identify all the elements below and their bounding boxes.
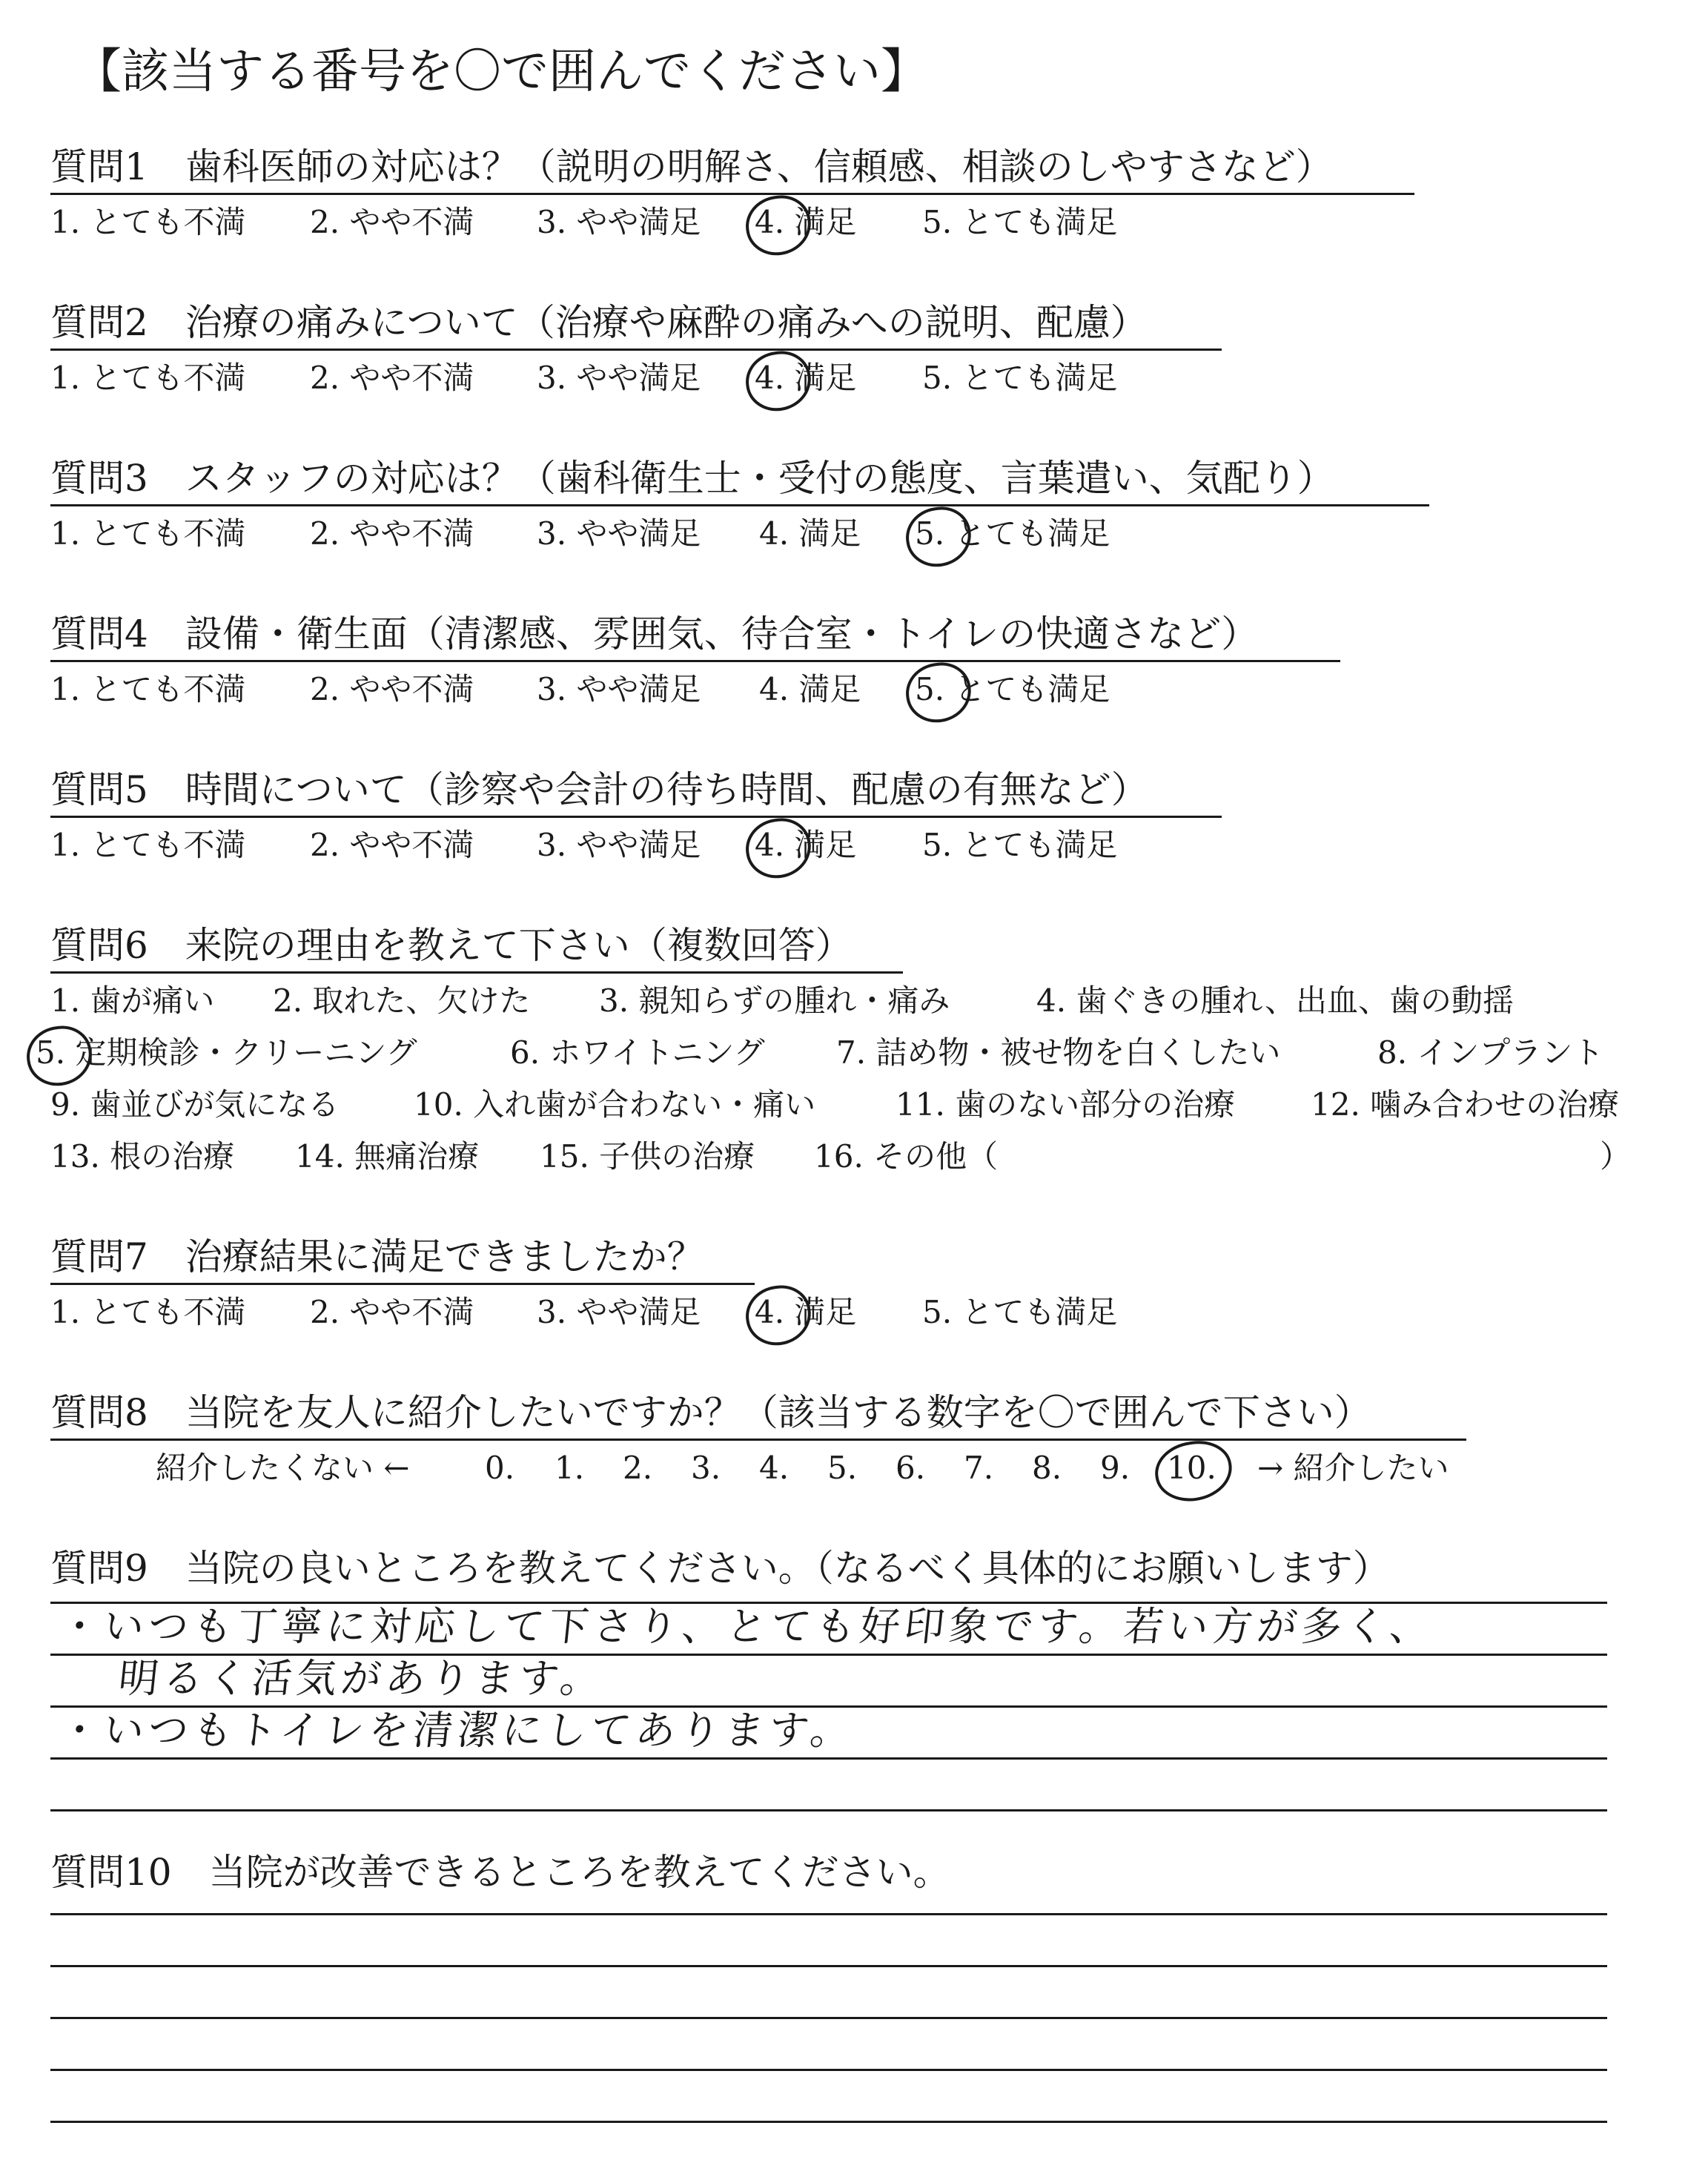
q8-number-7[interactable]: 7.	[964, 1450, 994, 1486]
q6-reason-3[interactable]: 3. 親知らずの腫れ・痛み	[599, 982, 950, 1019]
q8-number-4[interactable]: 4.	[759, 1450, 790, 1486]
question-9-label: 質問9 当院の良いところを教えてください。（なるべく具体的にお願いします）	[50, 1547, 1390, 1590]
q1-option-4[interactable]: 4. 満足	[755, 200, 856, 245]
q7-option-3[interactable]: 3. やや満足	[537, 1294, 701, 1330]
q8-number-9[interactable]: 9.	[1100, 1450, 1131, 1486]
question-6-underline	[50, 971, 903, 974]
question-2-underline	[50, 349, 1222, 351]
q6-reason-4[interactable]: 4. 歯ぐきの腫れ、出血、歯の動揺	[1036, 982, 1514, 1019]
q4-option-1[interactable]: 1. とても不満	[50, 671, 246, 707]
q10-answer-line-3[interactable]	[50, 2017, 1607, 2019]
q1-option-3[interactable]: 3. やや満足	[537, 204, 701, 240]
q6-reason-10[interactable]: 10. 入れ歯が合わない・痛い	[414, 1086, 816, 1123]
q5-option-4[interactable]: 4. 満足	[755, 823, 856, 868]
question-5-label: 質問5 時間について（診察や会計の待ち時間、配慮の有無など）	[50, 768, 1148, 811]
form-title: 【該当する番号を〇で囲んでください】	[74, 44, 928, 99]
question-10-label: 質問10 当院が改善できるところを教えてください。	[50, 1851, 950, 1894]
q8-left-label: 紹介したくない ←	[156, 1450, 410, 1486]
q8-number-10[interactable]: 10.	[1167, 1446, 1217, 1490]
q6-reason-11[interactable]: 11. 歯のない部分の治療	[896, 1086, 1236, 1123]
q1-option-5[interactable]: 5. とても満足	[922, 204, 1118, 240]
q6-reason-9[interactable]: 9. 歯並びが気になる	[50, 1086, 340, 1123]
q6-reason-1[interactable]: 1. 歯が痛い	[50, 982, 215, 1019]
q2-option-1[interactable]: 1. とても不満	[50, 360, 246, 396]
q4-option-4[interactable]: 4. 満足	[759, 671, 861, 707]
q6-other-close-paren: ）	[1600, 1138, 1632, 1175]
q6-reason-16[interactable]: 16. その他（	[814, 1138, 999, 1175]
q10-answer-line-4[interactable]	[50, 2069, 1607, 2071]
q3-option-1[interactable]: 1. とても不満	[50, 515, 246, 552]
q4-option-2[interactable]: 2. やや不満	[310, 671, 474, 707]
q7-option-4[interactable]: 4. 満足	[755, 1290, 856, 1335]
q5-option-1[interactable]: 1. とても不満	[50, 827, 246, 863]
q8-right-label: → 紹介したい	[1257, 1450, 1449, 1486]
q6-reason-7[interactable]: 7. 詰め物・被せ物を白くしたい	[836, 1034, 1281, 1071]
q10-answer-line-1[interactable]	[50, 1913, 1607, 1915]
q3-option-4[interactable]: 4. 満足	[759, 515, 861, 552]
question-1-underline	[50, 193, 1414, 195]
q9-handwritten-line-1: ・いつも丁寧に対応して下さり、とても好印象です。若い方が多く、	[56, 1603, 1437, 1650]
q6-reason-8[interactable]: 8. インプラント	[1377, 1034, 1604, 1071]
q8-number-3[interactable]: 3.	[691, 1450, 721, 1486]
q6-reason-14[interactable]: 14. 無痛治療	[295, 1138, 480, 1175]
q6-reason-2[interactable]: 2. 取れた、欠けた	[273, 982, 531, 1019]
question-4-underline	[50, 660, 1340, 662]
question-2-label: 質問2 治療の痛みについて（治療や麻酔の痛みへの説明、配慮）	[50, 301, 1148, 344]
q2-option-3[interactable]: 3. やや満足	[537, 360, 701, 396]
q8-number-0[interactable]: 0.	[485, 1450, 515, 1486]
q5-option-3[interactable]: 3. やや満足	[537, 827, 701, 863]
question-7-underline	[50, 1283, 755, 1285]
q7-option-1[interactable]: 1. とても不満	[50, 1294, 246, 1330]
q2-option-2[interactable]: 2. やや不満	[310, 360, 474, 396]
q2-option-4[interactable]: 4. 満足	[755, 356, 856, 400]
q3-option-5[interactable]: 5. とても満足	[915, 512, 1110, 556]
q8-number-1[interactable]: 1.	[555, 1450, 585, 1486]
question-7-label: 質問7 治療結果に満足できましたか？	[50, 1235, 704, 1278]
q9-answer-line-5	[50, 1809, 1607, 1811]
question-8-label: 質問8 当院を友人に紹介したいですか？（該当する数字を〇で囲んで下さい）	[50, 1391, 1371, 1434]
q3-option-3[interactable]: 3. やや満足	[537, 515, 701, 552]
q10-answer-line-5[interactable]	[50, 2121, 1607, 2123]
q8-number-8[interactable]: 8.	[1032, 1450, 1062, 1486]
q4-option-3[interactable]: 3. やや満足	[537, 671, 701, 707]
q8-number-5[interactable]: 5.	[827, 1450, 858, 1486]
q9-handwritten-line-3: ・いつもトイレを清潔にしてあります。	[56, 1707, 858, 1754]
q5-option-5[interactable]: 5. とても満足	[922, 827, 1118, 863]
q1-option-1[interactable]: 1. とても不満	[50, 204, 246, 240]
q8-number-6[interactable]: 6.	[896, 1450, 926, 1486]
q3-option-2[interactable]: 2. やや不満	[310, 515, 474, 552]
q6-reason-6[interactable]: 6. ホワイトニング	[510, 1034, 765, 1071]
q1-option-2[interactable]: 2. やや不満	[310, 204, 474, 240]
question-6-label: 質問6 来院の理由を教えて下さい（複数回答）	[50, 924, 853, 967]
question-1-label: 質問1 歯科医師の対応は？（説明の明解さ、信頼感、相談のしやすさなど）	[50, 145, 1333, 188]
q9-answer-line-4	[50, 1757, 1607, 1760]
question-5-underline	[50, 816, 1222, 818]
q4-option-5[interactable]: 5. とても満足	[915, 667, 1110, 712]
question-3-label: 質問3 スタッフの対応は？（歯科衛生士・受付の態度、言葉遣い、気配り）	[50, 457, 1334, 500]
question-4-label: 質問4 設備・衛生面（清潔感、雰囲気、待合室・トイレの快適さなど）	[50, 612, 1259, 655]
q7-option-2[interactable]: 2. やや不満	[310, 1294, 474, 1330]
q9-handwritten-line-2: 明るく活気があります。	[116, 1655, 608, 1702]
q2-option-5[interactable]: 5. とても満足	[922, 360, 1118, 396]
q6-reason-13[interactable]: 13. 根の治療	[50, 1138, 235, 1175]
question-3-underline	[50, 504, 1429, 506]
q8-number-2[interactable]: 2.	[623, 1450, 653, 1486]
q6-reason-15[interactable]: 15. 子供の治療	[540, 1138, 755, 1175]
q5-option-2[interactable]: 2. やや不満	[310, 827, 474, 863]
q6-reason-12[interactable]: 12. 噛み合わせの治療	[1311, 1086, 1620, 1123]
question-8-underline	[50, 1439, 1466, 1441]
q6-reason-5[interactable]: 5. 定期検診・クリーニング	[36, 1031, 417, 1075]
q10-answer-line-2[interactable]	[50, 1965, 1607, 1967]
q7-option-5[interactable]: 5. とても満足	[922, 1294, 1118, 1330]
